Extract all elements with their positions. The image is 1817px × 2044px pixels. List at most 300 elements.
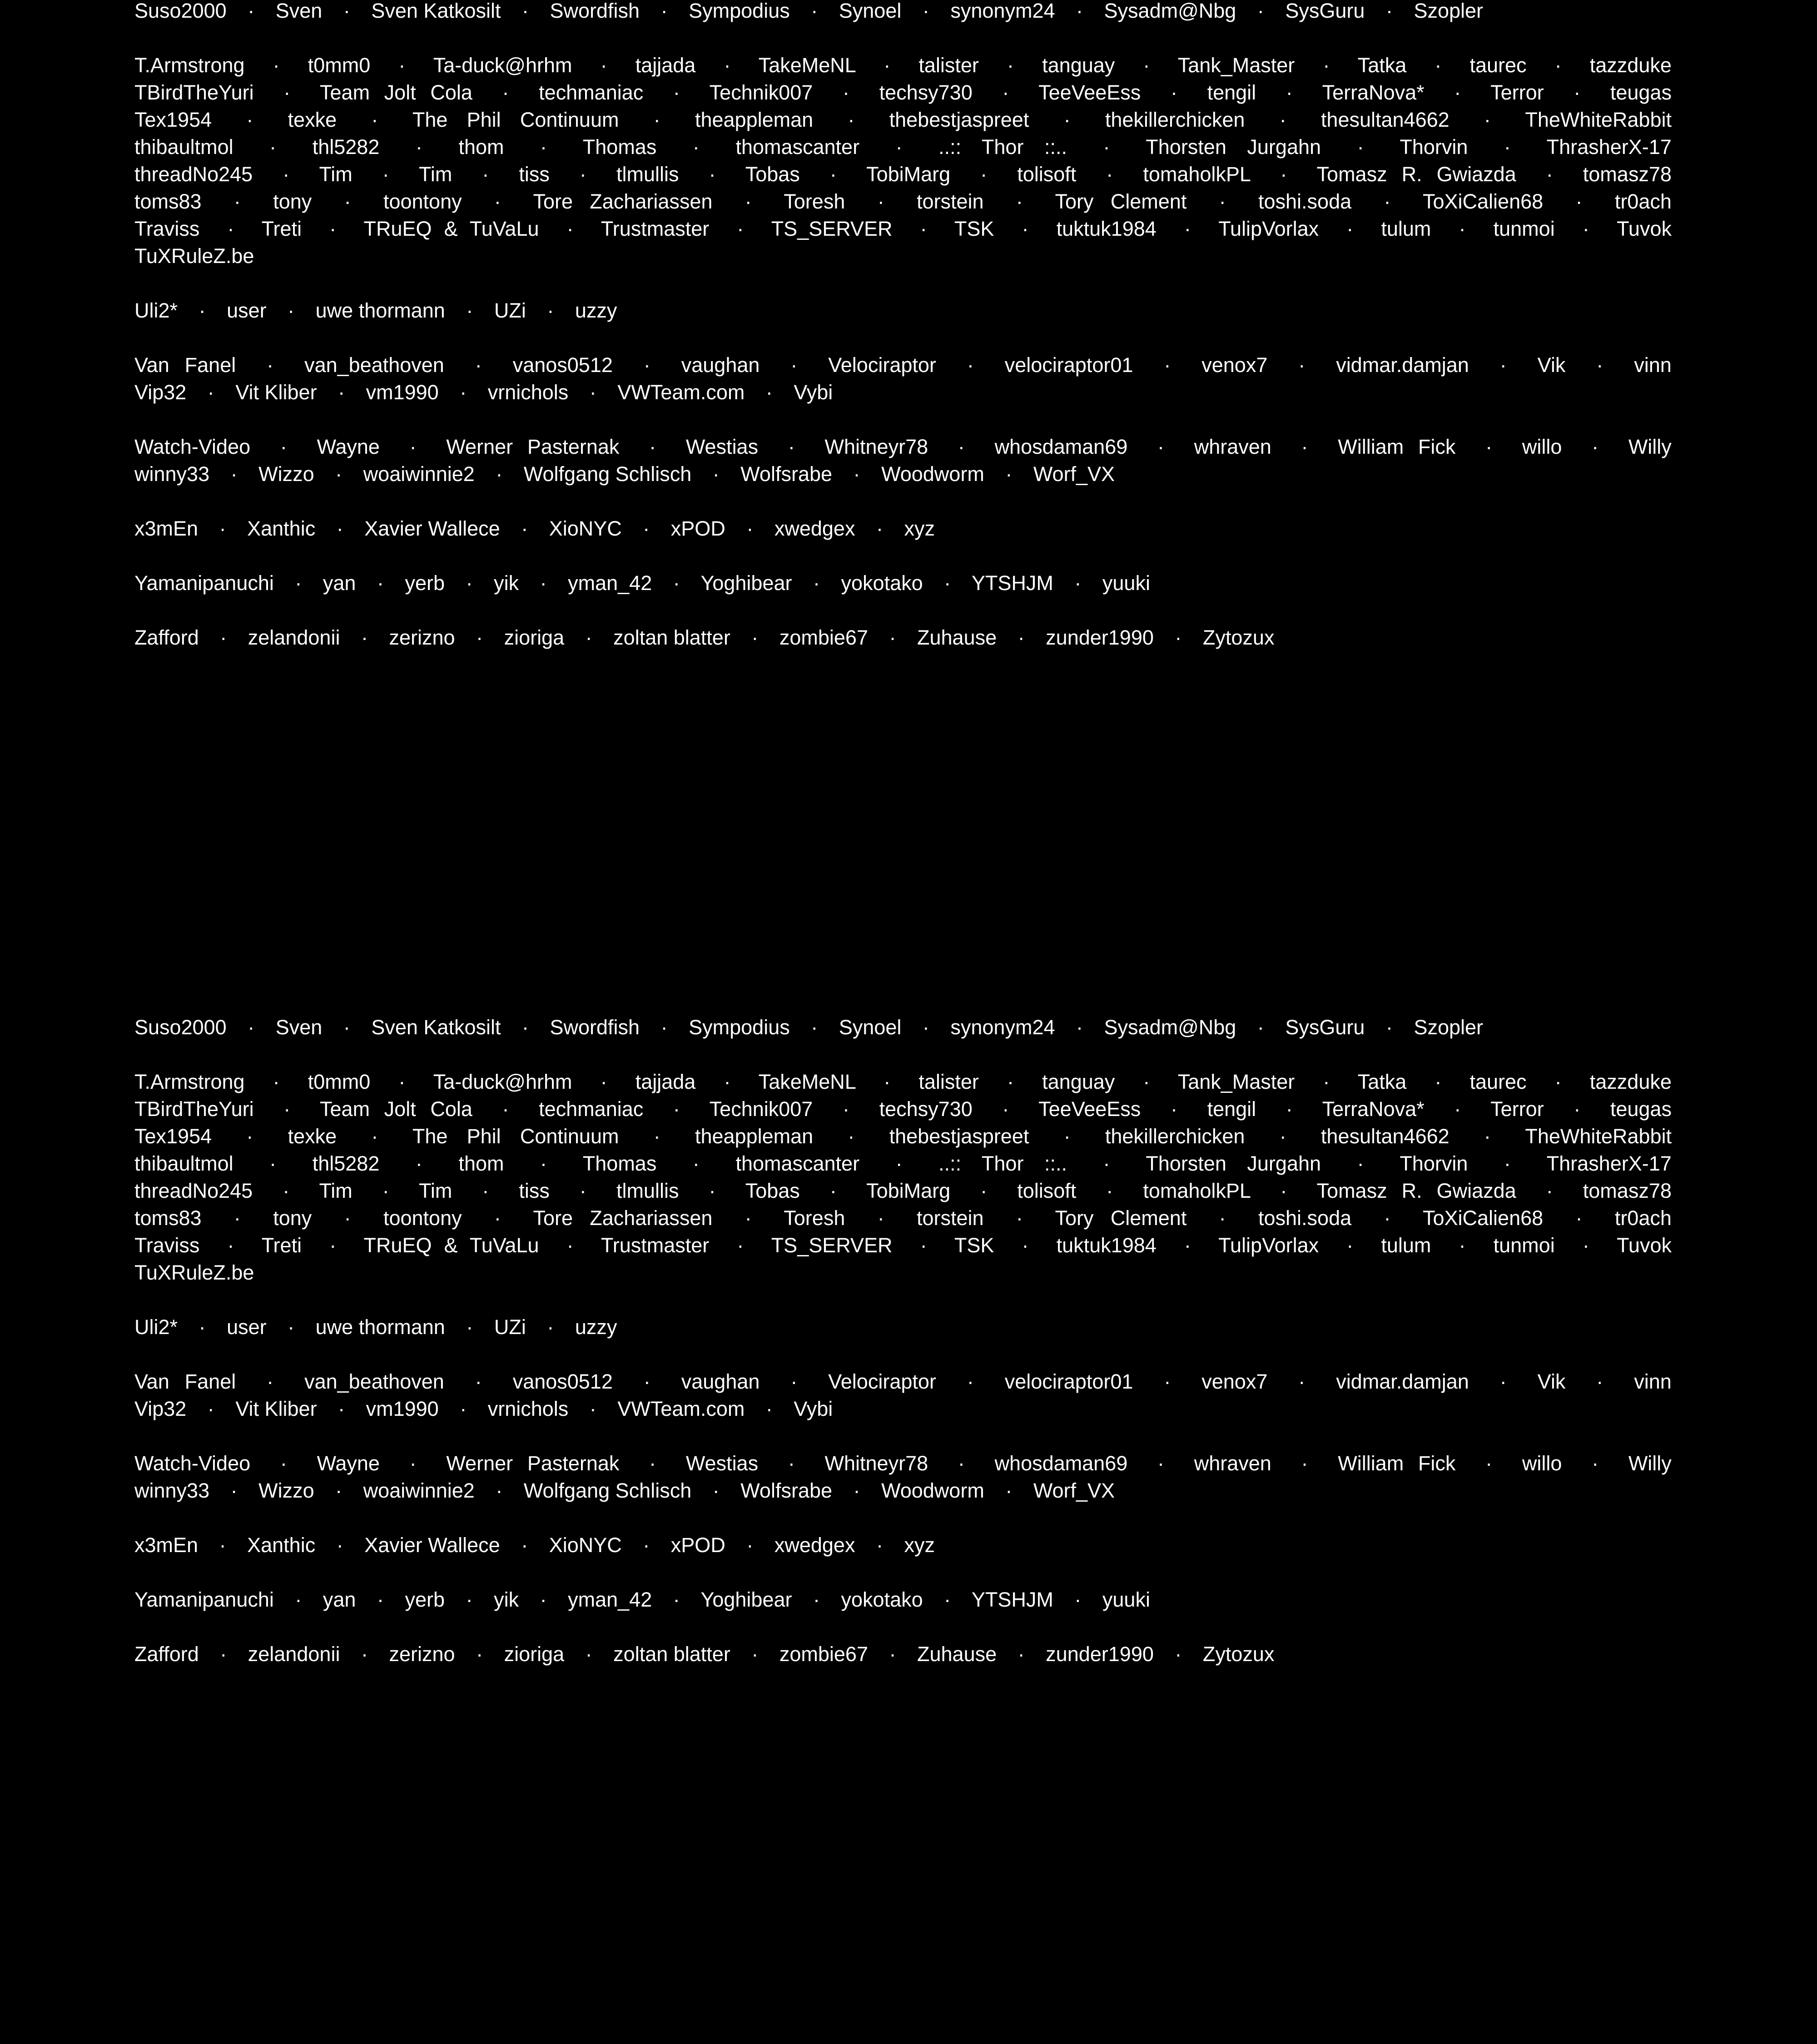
contributor-name: thom [458,135,504,159]
dot-separator: · [751,626,759,649]
contributor-name: Toresh [784,190,845,213]
contributor-name: tony [273,190,312,213]
dot-separator: · [494,1206,501,1230]
dot-separator: · [280,435,287,458]
dot-separator: · [692,135,700,159]
contributor-name: Tore Zachariassen [533,1206,713,1230]
dot-separator: · [494,190,501,213]
dot-separator: · [371,1125,378,1148]
dot-separator: · [1007,1070,1014,1093]
contributor-name: xyz [904,517,935,540]
contributor-name: Zafford [134,1642,199,1666]
credits-line [134,1150,1672,1177]
dot-separator: · [1454,1097,1461,1121]
contributor-name: Westias [685,435,759,458]
dot-separator: · [227,1234,234,1257]
dot-separator: · [1219,190,1226,213]
credits-group-y [134,1586,1672,1613]
credits-group-z [134,624,1672,651]
contributor-name: willo [1522,1452,1562,1475]
contributor-name: synonym24 [950,0,1055,22]
dot-separator: · [848,1125,855,1148]
dot-separator: · [1143,1070,1150,1093]
contributor-name: tajjada [635,1070,696,1093]
dot-separator: · [1175,626,1182,649]
contributor-name: zerizno [389,626,455,649]
contributor-name: thomascanter [735,135,860,159]
contributor-name: Vik [1537,353,1566,377]
contributor-name: Tatka [1357,1070,1407,1093]
dot-separator: · [415,135,422,159]
contributor-name: thekillerchicken [1105,1125,1245,1148]
contributor-name: yman_42 [568,1588,652,1611]
dot-separator: · [329,1234,337,1257]
contributor-name: tazzduke [1589,1070,1672,1093]
contributor-name: synonym24 [950,1016,1055,1039]
dot-separator: · [1357,1152,1364,1175]
contributor-name: user [227,299,267,322]
dot-separator: · [343,0,350,22]
dot-separator: · [585,626,592,649]
contributor-name: teugas [1610,81,1672,104]
contributor-name: vm1990 [366,381,439,404]
contributor-name: TS_SERVER [771,217,893,240]
dot-separator: · [248,1016,255,1039]
dot-separator: · [585,1642,592,1666]
dot-separator: · [1484,108,1491,131]
contributor-name: xwedgex [774,1533,855,1557]
dot-separator: · [540,135,547,159]
contributor-name: TerraNova* [1322,81,1425,104]
contributor-name: xwedgex [774,517,855,540]
credits-line [134,134,1672,161]
contributor-name: threadNo245 [134,163,253,186]
dot-separator: · [283,81,291,104]
dot-separator: · [482,1179,489,1202]
contributor-name: Yamanipanuchi [134,1588,274,1611]
contributor-name: yik [494,571,519,595]
dot-separator: · [1499,1370,1507,1393]
credits-line [134,379,1672,406]
dot-separator: · [283,1097,291,1121]
dot-separator: · [227,217,234,240]
dot-separator: · [643,1533,650,1557]
contributor-name: toms83 [134,190,202,213]
dot-separator: · [230,462,238,486]
credits-group-w [134,1450,1672,1504]
dot-separator: · [1106,163,1113,186]
dot-separator: · [877,190,884,213]
contributor-name: Yoghibear [700,1588,792,1611]
contributor-name: whraven [1194,1452,1271,1475]
contributor-name: uwe thormann [315,1315,445,1339]
contributor-name: ..:: Thor ::.. [938,1152,1067,1175]
contributor-name: TBirdTheYuri [134,81,254,104]
dot-separator: · [1074,1588,1082,1611]
dot-separator: · [361,1642,368,1666]
dot-separator: · [709,163,716,186]
dot-separator: · [790,353,798,377]
dot-separator: · [709,1179,716,1202]
dot-separator: · [1007,54,1014,77]
credits-group-y [134,570,1672,597]
contributor-name: Sven [275,0,323,22]
contributor-name: TBirdTheYuri [134,1097,254,1121]
dot-separator: · [502,1097,509,1121]
dot-separator: · [1063,1125,1071,1148]
contributor-name: YTSHJM [971,571,1053,595]
credits-line [134,1232,1672,1259]
dot-separator: · [273,54,280,77]
contributor-name: Vybi [794,381,833,404]
contributor-name: vinn [1634,353,1672,377]
contributor-name: whosdaman69 [994,1452,1128,1475]
contributor-name: thesultan4662 [1321,1125,1450,1148]
contributor-name: teugas [1610,1097,1672,1121]
contributor-name: Wizzo [258,462,314,486]
contributor-name: Tim [319,163,352,186]
contributor-name: zoltan blatter [613,626,730,649]
contributor-name: vrnichols [487,381,569,404]
dot-separator: · [737,1234,744,1257]
dot-separator: · [230,1479,238,1502]
dot-separator: · [1022,217,1029,240]
dot-separator: · [1484,1125,1491,1148]
dot-separator: · [1002,1097,1009,1121]
dot-separator: · [220,1642,227,1666]
contributor-name: XioNYC [549,1533,622,1557]
contributor-name: Tory Clement [1055,190,1187,213]
dot-separator: · [1005,1479,1013,1502]
contributor-name: toms83 [134,1206,202,1230]
contributor-name: Sympodius [689,0,790,22]
contributor-name: Tore Zachariassen [533,190,713,213]
credits-line [134,1314,1672,1341]
dot-separator: · [765,381,773,404]
dot-separator: · [1459,1234,1466,1257]
dot-separator: · [1016,190,1023,213]
dot-separator: · [889,1642,896,1666]
contributor-name: thibaultmol [134,1152,233,1175]
contributor-name: TSK [954,1234,994,1257]
dot-separator: · [745,1206,752,1230]
contributor-name: woaiwinnie2 [363,462,475,486]
dot-separator: · [944,571,951,595]
contributor-name: Toresh [784,1206,845,1230]
dot-separator: · [496,1479,503,1502]
contributor-name: Wolfgang Schlisch [523,462,692,486]
dot-separator: · [653,1125,660,1148]
contributor-name: tomaholkPL [1143,1179,1251,1202]
dot-separator: · [811,1016,818,1039]
dot-separator: · [377,1588,384,1611]
dot-separator: · [920,1234,927,1257]
dot-separator: · [540,571,547,595]
contributor-name: Treti [261,217,302,240]
contributor-name: zerizno [389,1642,455,1666]
contributor-name: TeeVeeEss [1038,1097,1141,1121]
dot-separator: · [475,1370,482,1393]
dot-separator: · [876,517,883,540]
dot-separator: · [980,163,988,186]
contributor-name: theappleman [695,108,814,131]
contributor-name: VWTeam.com [617,1397,745,1420]
dot-separator: · [958,435,965,458]
contributor-name: Xanthic [247,517,316,540]
contributor-name: velociraptor01 [1004,353,1133,377]
dot-separator: · [336,1533,343,1557]
dot-separator: · [476,626,483,649]
contributor-name: Tim [419,1179,452,1202]
contributor-name: van_beathoven [304,353,444,377]
dot-separator: · [853,1479,860,1502]
dot-separator: · [1575,190,1583,213]
contributor-name: techmaniac [539,81,644,104]
credits-line [134,1068,1672,1096]
dot-separator: · [199,299,206,322]
dot-separator: · [1257,1016,1264,1039]
dot-separator: · [521,1016,529,1039]
contributor-name: techsy730 [879,81,973,104]
contributor-name: tunmoi [1493,217,1555,240]
dot-separator: · [884,1070,891,1093]
contributor-name: yuuki [1102,571,1150,595]
contributor-name: The Phil Continuum [412,1125,619,1148]
dot-separator: · [1018,626,1025,649]
dot-separator: · [1582,217,1589,240]
dot-separator: · [547,1315,554,1339]
dot-separator: · [1074,571,1082,595]
contributor-name: TuXRuleZ.be [134,244,254,268]
contributor-name: Uli2* [134,1315,178,1339]
dot-separator: · [1005,462,1013,486]
contributor-name: XioNYC [549,517,622,540]
contributor-name: Velociraptor [828,1370,936,1393]
credits-group-u [134,1314,1672,1341]
contributor-name: TheWhiteRabbit [1525,1125,1672,1148]
dot-separator: · [751,1642,759,1666]
contributor-name: Tobas [745,1179,800,1202]
contributor-name: winny33 [134,1479,210,1502]
contributor-name: tomasz78 [1583,1179,1672,1202]
contributor-name: taurec [1469,1070,1527,1093]
contributor-name: Van Fanel [134,353,236,377]
contributor-name: ThrasherX-17 [1546,135,1672,159]
contributor-name: thesultan4662 [1321,108,1450,131]
dot-separator: · [1022,1234,1029,1257]
contributor-name: SysGuru [1285,1016,1365,1039]
dot-separator: · [1143,54,1150,77]
contributor-name: tajjada [635,54,696,77]
contributor-name: Wayne [317,1452,380,1475]
dot-separator: · [643,517,650,540]
dot-separator: · [540,1588,547,1611]
credits-line [134,433,1672,461]
dot-separator: · [1546,163,1553,186]
dot-separator: · [1435,1070,1442,1093]
contributor-name: William Fick [1338,1452,1456,1475]
contributor-name: tuktuk1984 [1056,1234,1157,1257]
dot-separator: · [889,626,896,649]
contributor-name: TS_SERVER [771,1234,893,1257]
contributor-name: theappleman [695,1125,814,1148]
contributor-name: Woodworm [881,462,984,486]
dot-separator: · [398,54,406,77]
contributor-name: tolisoft [1017,163,1077,186]
contributor-name: VWTeam.com [617,381,745,404]
contributor-name: TulipVorlax [1218,1234,1319,1257]
dot-separator: · [1280,163,1287,186]
dot-separator: · [788,435,795,458]
dot-separator: · [1016,1206,1023,1230]
dot-separator: · [958,1452,965,1475]
credits-line [134,297,1672,324]
contributor-name: vaughan [681,353,760,377]
dot-separator: · [813,1588,820,1611]
dot-separator: · [1286,1097,1293,1121]
contributor-name: yuuki [1102,1588,1150,1611]
credits-line [134,188,1672,215]
contributor-name: zelandonii [248,626,340,649]
contributor-name: Trustmaster [601,1234,710,1257]
contributor-name: winny33 [134,462,210,486]
credits-group-z [134,1641,1672,1668]
contributor-name: Tim [319,1179,352,1202]
dot-separator: · [1384,1206,1391,1230]
contributor-name: Synoel [839,0,902,22]
dot-separator: · [466,299,473,322]
dot-separator: · [1301,435,1308,458]
contributor-name: Tuvok [1617,1234,1672,1257]
contributor-name: t0mm0 [308,1070,371,1093]
dot-separator: · [344,1206,351,1230]
contributor-name: toontony [383,190,462,213]
contributor-name: taurec [1469,54,1527,77]
dot-separator: · [335,462,343,486]
dot-separator: · [1592,435,1599,458]
dot-separator: · [1157,1452,1164,1475]
dot-separator: · [579,163,586,186]
contributor-name: TakeMeNL [758,54,856,77]
contributor-name: Zuhause [917,1642,997,1666]
dot-separator: · [746,517,754,540]
contributor-name: Wolfgang Schlisch [523,1479,692,1502]
dot-separator: · [248,0,255,22]
contributor-name: YTSHJM [971,1588,1053,1611]
contributor-name: Wayne [317,435,380,458]
dot-separator: · [649,1452,656,1475]
contributor-name: tengil [1207,1097,1256,1121]
contributor-name: tomaholkPL [1143,163,1251,186]
dot-separator: · [1582,1234,1589,1257]
contributor-name: woaiwinnie2 [363,1479,475,1502]
contributor-name: talister [918,1070,979,1093]
dot-separator: · [475,353,482,377]
dot-separator: · [1184,217,1191,240]
contributor-name: Zytozux [1202,1642,1275,1666]
contributor-name: Team Jolt Cola [320,81,472,104]
contributor-name: Worf_VX [1033,462,1115,486]
contributor-name: TakeMeNL [758,1070,856,1093]
dot-separator: · [1103,135,1110,159]
contributor-name: Trustmaster [601,217,710,240]
contributor-name: tanguay [1042,54,1115,77]
dot-separator: · [660,0,668,22]
contributor-name: Wizzo [258,1479,314,1502]
contributor-name: torstein [917,1206,984,1230]
credits-line [134,1205,1672,1232]
dot-separator: · [521,517,528,540]
contributor-name: Synoel [839,1016,902,1039]
dot-separator: · [1384,190,1391,213]
contributor-name: Whitneyr78 [824,1452,928,1475]
credits-line [134,79,1672,106]
dot-separator: · [409,435,417,458]
dot-separator: · [338,381,345,404]
dot-separator: · [466,1588,473,1611]
dot-separator: · [895,135,903,159]
contributor-name: Traviss [134,1234,200,1257]
dot-separator: · [589,1397,596,1420]
contributor-name: Tobas [745,163,800,186]
contributor-name: zioriga [504,1642,565,1666]
dot-separator: · [1298,1370,1306,1393]
credits-line [134,1532,1672,1559]
dot-separator: · [1385,0,1393,22]
contributor-name: ToXiCalien68 [1422,1206,1544,1230]
contributor-name: Woodworm [881,1479,984,1502]
contributor-name: Vik [1537,1370,1566,1393]
dot-separator: · [1184,1234,1191,1257]
contributor-name: uwe thormann [315,299,445,322]
dot-separator: · [811,0,818,22]
contributor-name: Thomas [582,135,657,159]
contributor-name: thekillerchicken [1105,108,1245,131]
contributor-name: thl5282 [312,1152,380,1175]
dot-separator: · [219,1533,226,1557]
contributor-name: SysGuru [1285,0,1365,22]
credits-line [134,352,1672,379]
dot-separator: · [1170,81,1177,104]
dot-separator: · [1323,54,1330,77]
contributor-name: Velociraptor [828,353,936,377]
contributor-name: toshi.soda [1258,190,1352,213]
contributor-name: toontony [383,1206,462,1230]
dot-separator: · [848,108,855,131]
credits-group-w [134,433,1672,488]
dot-separator: · [1346,217,1354,240]
dot-separator: · [1279,1125,1286,1148]
dot-separator: · [842,1097,849,1121]
contributor-name: tony [273,1206,312,1230]
contributor-name: Thorsten Jurgahn [1146,135,1321,159]
dot-separator: · [1279,108,1286,131]
contributor-name: zombie67 [779,626,868,649]
contributor-name: Wolfsrabe [740,462,833,486]
contributor-name: zioriga [504,626,565,649]
dot-separator: · [813,571,820,595]
dot-separator: · [377,571,384,595]
contributor-name: Traviss [134,217,200,240]
contributor-name: x3mEn [134,517,199,540]
contributor-name: Terror [1490,81,1544,104]
contributor-name: tuktuk1984 [1056,217,1157,240]
contributor-name: UZi [494,299,526,322]
contributor-name: T.Armstrong [134,54,245,77]
credits-line [134,1450,1672,1477]
dot-separator: · [1575,1206,1583,1230]
contributor-name: whosdaman69 [994,435,1128,458]
